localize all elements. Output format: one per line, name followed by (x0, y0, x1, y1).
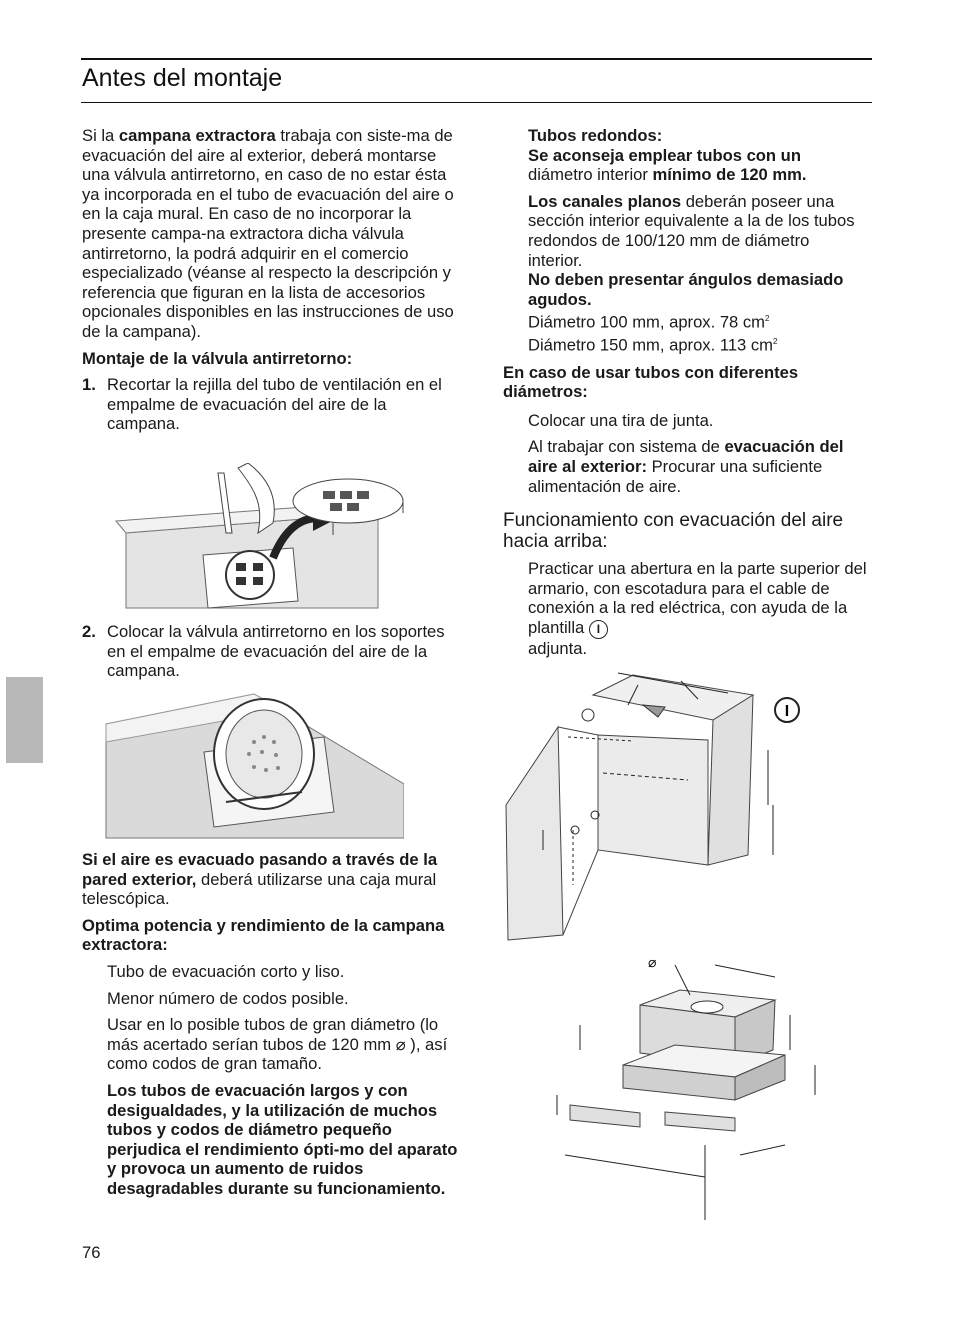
grille-cut-illustration (108, 463, 418, 611)
diameter-values: Diámetro 100 mm, aprox. 78 $cm^2$ Diámetro 150 mm, aprox. 113 $cm^2$ (528, 312, 778, 355)
top-rule (81, 58, 872, 60)
section-tab (6, 677, 43, 763)
intro-paragraph: Si la campana extractora trabaja con siste-ma de evacuación del aire al exterior, deberá montarse una válvula antirretorno, en caso de no estar ésta ya incorporada en el tubo de evacuación del aire o en la caja mural. En caso de no incorporar la presente campa-na extractora dicha válvula antirretorno, la podrá adquirir en el comercio especializado (véanse al respecto la descripción y referencia que figuran en la lista de accesorios opcionales disponibles en las instrucciones de uso de la campana). (82, 126, 454, 341)
wall-paragraph: Si el aire es evacuado pasando a través de la pared exterior, deberá utilizarse una caja mural telescópica. (82, 850, 438, 909)
optimal-item-1: Tubo de evacuación corto y liso. (107, 961, 345, 981)
optimal-item-2: Menor número de codos posible. (107, 988, 349, 1008)
page-title: Antes del montaje (82, 64, 283, 92)
diff-item-1: Colocar una tira de junta. (528, 410, 714, 430)
optimal-warning: Los tubos de evacuación largos y con desigualdades, y la utilización de muchos tubos y codos de diámetro pequeño perjudica el rendimiento ópti-mo del aparato y provoca un aumento de ruidos desagradables durante su funcionamiento. (107, 1080, 458, 1198)
cabinet-cutout-diagram (503, 665, 803, 943)
hood-dimensions-diagram (545, 955, 835, 1230)
round-tubes: Tubos redondos: Se aconseja emplear tubos con un diámetro interior mínimo de 120 mm. (528, 126, 807, 185)
valve-heading: Montaje de la válvula antirretorno: (82, 348, 353, 368)
flat-angles-warning: No deben presentar ángulos demasiado agudos. (528, 270, 844, 309)
step-2: 2. Colocar la válvula antirretorno en los soportes en el empalme de evacuación del aire de la campana. (82, 622, 445, 681)
optimal-heading: Optima potencia y rendimiento de la campana extractora: (82, 915, 445, 955)
left-column-top (82, 126, 462, 434)
right-column (503, 126, 868, 666)
diff-diameters-heading: En caso de usar tubos con diferentes diámetros: (503, 362, 799, 402)
title-rule (81, 102, 872, 103)
step-1: 1. Recortar la rejilla del tubo de ventilación en el empalme de evacuación del aire de la campana. (82, 375, 442, 434)
page-number: 76 (82, 1243, 101, 1262)
diameter-symbol: ⌀ (648, 955, 657, 970)
template-marker-label: I (784, 703, 790, 720)
left-column-bottom (82, 850, 462, 1206)
upward-paragraph: Practicar una abertura en la parte superior del armario, con escotadura para el cable de conexión a la red eléctrica, con ayuda de la plantilla I adjunta. (528, 559, 867, 658)
template-i-icon: I (589, 620, 608, 639)
valve-installed-illustration (104, 692, 404, 840)
flat-channels: Los canales planos deberán poseer una sección interior equivalente a la de los tubos redondos de 100/120 mm de diámetro interior. (528, 191, 855, 270)
step-2-block (82, 622, 462, 681)
upward-heading: Funcionamiento con evacuación del aire hacia arriba: (503, 510, 844, 553)
diff-item-2: Al trabajar con sistema de evacuación del aire al exterior: Procurar una suficiente alimentación de aire. (528, 437, 844, 496)
optimal-item-3: Usar en lo posible tubos de gran diámetro (lo más acertado serían tubos de 120 mm ⌀ ), así como codos de gran tamaño. (107, 1015, 448, 1074)
